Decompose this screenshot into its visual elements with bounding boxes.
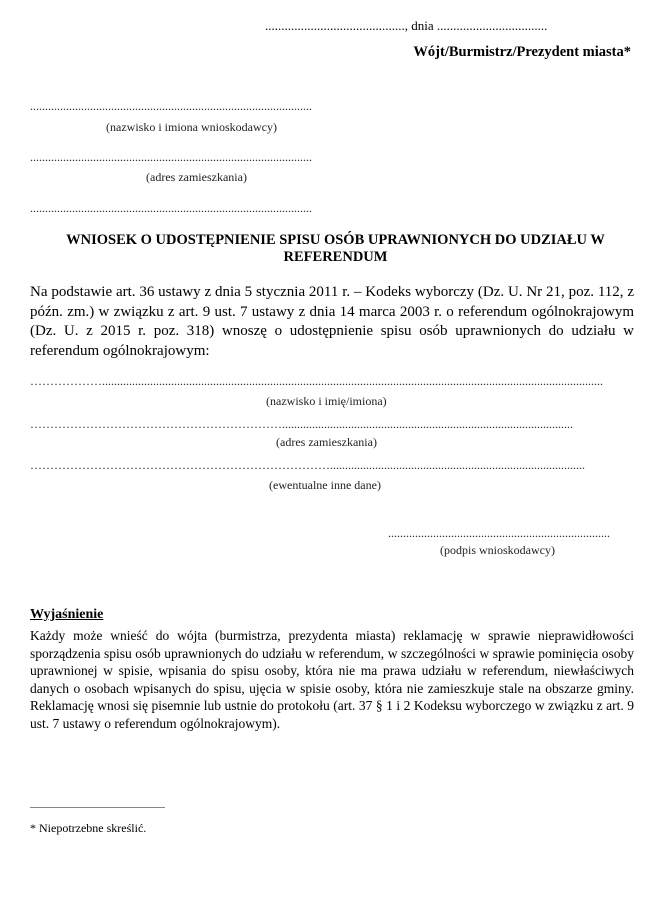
applicant-name-field: .............................................................................................. (30, 99, 312, 113)
applicant-address-field: .............................................................................................. (30, 150, 312, 164)
applicant-name-caption: (nazwisko i imiona wnioskodawcy) (106, 120, 277, 134)
footnote-divider (30, 807, 165, 808)
request-body: Na podstawie art. 36 ustawy z dnia 5 stycznia 2011 r. – Kodeks wyborczy (Dz. U. Nr 21, poz. 112, z późn. zm.) w związku z art. 9 ust. 7 ustawy z dnia 14 marca 2003 r. o referendum ogólnokrajowym (Dz. U. z 2015 r. poz. 318) wnoszę o udostępnienie spisu osób uprawnionych do udziału w referendum ogólnokrajowym: (30, 284, 634, 359)
voter-address-field: ………………………………………………………................................................................................................. (30, 417, 573, 431)
voter-address-caption: (adres zamieszkania) (276, 435, 377, 449)
explanation-heading: Wyjaśnienie (30, 607, 104, 622)
document-title: WNIOSEK O UDOSTĘPNIENIE SPISU OSÓB UPRAWNIONYCH DO UDZIAŁU W REFERENDUM (66, 232, 605, 265)
footnote: * Niepotrzebne skreślić. (30, 821, 147, 835)
applicant-extra-field: .............................................................................................. (30, 201, 312, 215)
explanation-text: Każdy może wnieść do wójta (burmistrza, prezydenta miasta) reklamację w sprawie nieprawidłowości sporządzenia spisu osób uprawnionych do udziału w referendum, w szczególności w sprawie pominięcia osoby uprawnionej w spisie, wpisania do spisu osoby, która nie ma prawa udziału w referendum, niewłaściwych danych o osobach wpisanych do spisu, ujęcia w spisie osoby, która nie zamieszkuje stale na obszarze gminy. Reklamację wnosi się pisemnie lub ustnie do protokołu (art. 37 § 1 i 2 Kodeksu wyborczego w związku z art. 9 ust. 7 ustawy o referendum ogólnokrajowym). (30, 628, 634, 731)
applicant-address-caption: (adres zamieszkania) (146, 170, 247, 184)
addressee: Wójt/Burmistrz/Prezydent miasta* (413, 44, 631, 60)
date-line: ..........................................., dnia .................................. (265, 18, 548, 33)
voter-other-field: …………………………………………………………………..................................................................................... (30, 458, 585, 472)
voter-name-field: ………………....................................................................................................................................................................... (30, 374, 603, 388)
signature-caption: (podpis wnioskodawcy) (440, 543, 555, 557)
voter-name-caption: (nazwisko i imię/imiona) (266, 394, 387, 408)
voter-other-caption: (ewentualne inne dane) (269, 478, 381, 492)
signature-field: .......................................................................... (388, 526, 610, 540)
